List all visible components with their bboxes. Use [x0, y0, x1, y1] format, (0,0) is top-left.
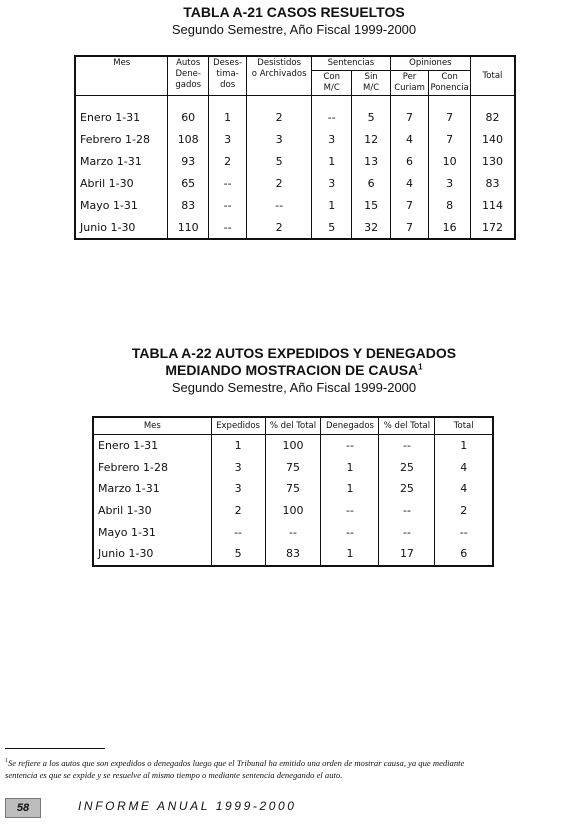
table-cell: 6	[352, 172, 390, 194]
table-cell: 7	[390, 216, 428, 239]
row-month: Enero 1-31	[75, 96, 168, 129]
header-desistidos: Desistidos o Archivados	[247, 56, 312, 96]
table-cell: 1	[312, 194, 352, 216]
header-desestimados: Deses- tima- dos	[208, 56, 246, 96]
table-cell: 4	[435, 457, 493, 479]
header-total: Total	[435, 417, 493, 435]
row-month: Marzo 1-31	[75, 150, 168, 172]
table-cell: 93	[168, 150, 208, 172]
table-cell: --	[208, 172, 246, 194]
table-cell: --	[208, 216, 246, 239]
page-number: 58	[5, 798, 41, 818]
table-cell: 3	[211, 457, 265, 479]
table-cell: 25	[379, 478, 435, 500]
table-cell: 83	[168, 194, 208, 216]
table-cell: 17	[379, 543, 435, 566]
table21-body	[75, 96, 515, 240]
table-cell: 3	[429, 172, 471, 194]
table-cell: 110	[168, 216, 208, 239]
table-cell: 1	[208, 96, 246, 129]
table-cell: 12	[352, 128, 390, 150]
table-row	[75, 172, 515, 194]
table-cell: --	[321, 435, 379, 457]
table21-subtitle: Segundo Semestre, Año Fiscal 1999-2000	[171, 22, 417, 37]
header-con-mc: Con M/C	[312, 71, 352, 96]
table-cell: --	[265, 521, 321, 543]
row-month: Marzo 1-31	[93, 478, 211, 500]
table-cell: 5	[247, 150, 312, 172]
row-month: Abril 1-30	[75, 172, 168, 194]
header-sentencias: Sentencias	[312, 56, 391, 71]
footer-title: INFORME ANUAL 1999-2000	[78, 799, 297, 813]
header-denegados: Denegados	[321, 417, 379, 435]
table-cell: 4	[435, 478, 493, 500]
header-con-ponencia: Con Ponencia	[429, 71, 471, 96]
table-cell: 130	[470, 150, 515, 172]
table-cell: 7	[429, 96, 471, 129]
table-cell: 172	[470, 216, 515, 239]
table-cell: 4	[390, 128, 428, 150]
table22-title-line2: MEDIANDO MOSTRACION DE CAUSA$^1$	[165, 362, 423, 378]
table-cell: 140	[470, 128, 515, 150]
header-sin-mc: Sin M/C	[352, 71, 390, 96]
table-cell: 2	[247, 216, 312, 239]
table-cell: 5	[352, 96, 390, 129]
table-cell: 32	[352, 216, 390, 239]
table-cell: 75	[265, 478, 321, 500]
table21-title: TABLA A-21 CASOS RESUELTOS	[183, 4, 405, 20]
table-row	[93, 478, 493, 500]
table-cell: 1	[321, 478, 379, 500]
table-cell: 100	[265, 500, 321, 522]
table-cell: --	[247, 194, 312, 216]
table-cell: 114	[470, 194, 515, 216]
table-row	[75, 96, 515, 129]
table-cell: --	[312, 96, 352, 129]
table-cell: 2	[247, 96, 312, 129]
table-cell: 7	[390, 96, 428, 129]
table-cell: 3	[247, 128, 312, 150]
table-row	[75, 216, 515, 239]
header-opiniones: Opiniones	[390, 56, 470, 71]
row-month: Mayo 1-31	[93, 521, 211, 543]
table-cell: 16	[429, 216, 471, 239]
table-cell: --	[211, 521, 265, 543]
table-cell: 6	[435, 543, 493, 566]
table-row	[93, 457, 493, 479]
table-cell: --	[321, 521, 379, 543]
table22-subtitle: Segundo Semestre, Año Fiscal 1999-2000	[171, 380, 417, 395]
footnote: $^1$Se refiere a los autos que son expedidos o denegados luego que el Tribunal ha emitido una orden de mostrar causa, ya que mediante sentencia es que se expide y se resuelve al mismo tiempo o mediante sentencia denegando el auto.	[5, 757, 465, 780]
table-cell: 10	[429, 150, 471, 172]
table-cell: 2	[208, 150, 246, 172]
table-cell: --	[321, 500, 379, 522]
table-cell: 2	[435, 500, 493, 522]
table22-title-line1: TABLA A-22 AUTOS EXPEDIDOS Y DENEGADOS	[131, 345, 457, 361]
table-cell: 1	[211, 435, 265, 457]
row-month: Junio 1-30	[75, 216, 168, 239]
table-cell: 83	[470, 172, 515, 194]
table-cell: --	[208, 194, 246, 216]
table-cell: 108	[168, 128, 208, 150]
table-cell: 3	[312, 172, 352, 194]
row-month: Febrero 1-28	[75, 128, 168, 150]
table-cell: 65	[168, 172, 208, 194]
row-month: Abril 1-30	[93, 500, 211, 522]
table-cell: 5	[211, 543, 265, 566]
table-cell: 4	[390, 172, 428, 194]
table-cell: 1	[321, 457, 379, 479]
table-cell: 83	[265, 543, 321, 566]
table-cell: 1	[435, 435, 493, 457]
table-cell: 6	[390, 150, 428, 172]
header-pct-expedidos: % del Total	[265, 417, 321, 435]
table-cell: 3	[211, 478, 265, 500]
table-cell: 15	[352, 194, 390, 216]
table-cell: 3	[208, 128, 246, 150]
table-cell: 75	[265, 457, 321, 479]
table-row	[75, 194, 515, 216]
table-cell: --	[379, 435, 435, 457]
row-month: Febrero 1-28	[93, 457, 211, 479]
table-cell: 25	[379, 457, 435, 479]
header-mes: Mes	[75, 56, 168, 96]
table-row	[75, 150, 515, 172]
table-cell: 7	[390, 194, 428, 216]
row-month: Enero 1-31	[93, 435, 211, 457]
table22-body	[93, 435, 493, 566]
table-cell: 82	[470, 96, 515, 129]
footnote-rule	[5, 748, 105, 749]
row-month: Junio 1-30	[93, 543, 211, 566]
row-month: Mayo 1-31	[75, 194, 168, 216]
header-per-curiam: Per Curiam	[390, 71, 428, 96]
table-a21	[74, 55, 516, 240]
header-expedidos: Expedidos	[211, 417, 265, 435]
table-row	[93, 435, 493, 457]
table-cell: 7	[429, 128, 471, 150]
table-cell: 2	[247, 172, 312, 194]
table-row	[75, 128, 515, 150]
table-cell: 2	[211, 500, 265, 522]
table-cell: 100	[265, 435, 321, 457]
table-cell: 1	[312, 150, 352, 172]
footnote-marker: 1	[418, 362, 423, 372]
header-total: Total	[470, 56, 515, 96]
table-cell: --	[379, 521, 435, 543]
table-cell: 8	[429, 194, 471, 216]
header-autos-denegados: Autos Dene- gados	[168, 56, 208, 96]
table-row	[93, 543, 493, 566]
table-cell: 13	[352, 150, 390, 172]
table-cell: 3	[312, 128, 352, 150]
table-cell: --	[435, 521, 493, 543]
header-pct-denegados: % del Total	[379, 417, 435, 435]
table-row	[93, 500, 493, 522]
table-cell: 1	[321, 543, 379, 566]
table-a22	[92, 416, 494, 567]
table-row	[93, 521, 493, 543]
table-cell: 60	[168, 96, 208, 129]
table-cell: --	[379, 500, 435, 522]
header-mes: Mes	[93, 417, 211, 435]
table-cell: 5	[312, 216, 352, 239]
